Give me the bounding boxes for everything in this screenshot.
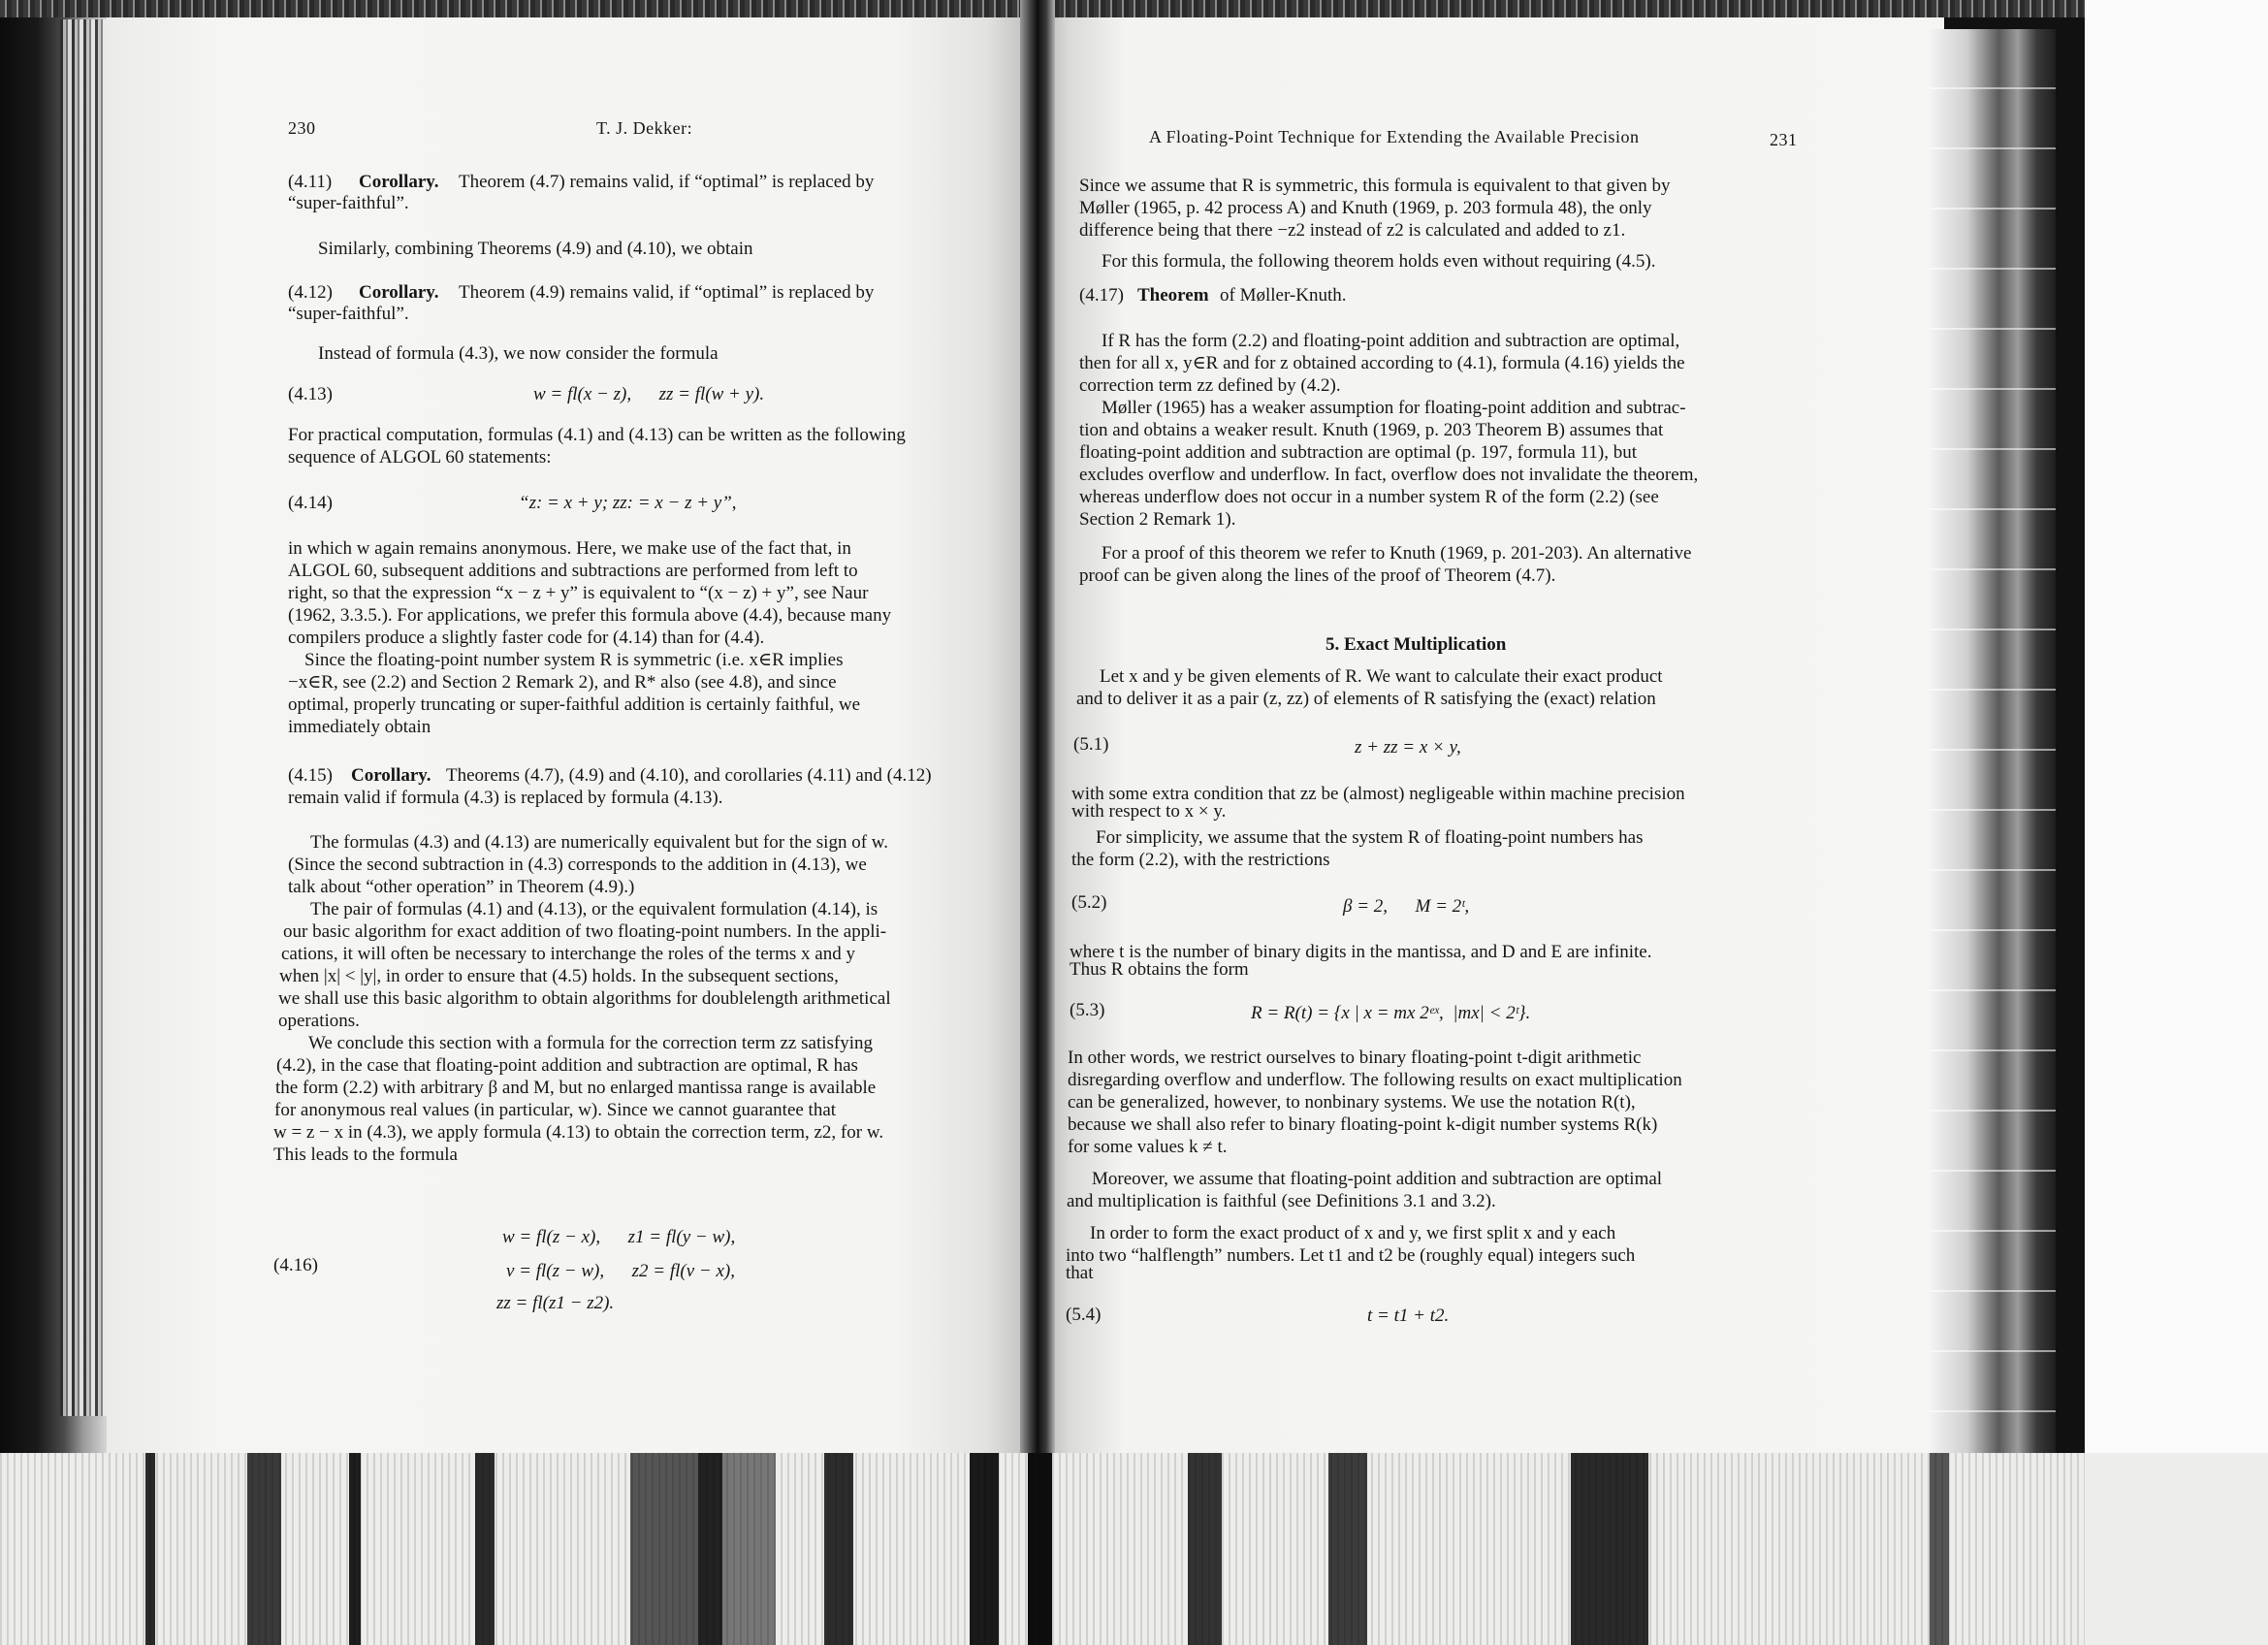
r-para-4-line-5: whereas underflow does not occur in a number system R of the form (2.2) (see [1079, 487, 1659, 507]
r-para-5-line-2: proof can be given along the lines of the proof of Theorem (4.7). [1079, 565, 1556, 586]
equation-4-13: w = fl(x − z), zz = fl(w + y). [533, 384, 765, 404]
instead-line: Instead of formula (4.3), we now consider the formula [318, 343, 719, 364]
r-para-8-line-1: For simplicity, we assume that the system R of floating-point numbers has [1096, 827, 1644, 848]
corollary-4-15-line-2: remain valid if formula (4.3) is replaced by formula (4.13). [288, 788, 723, 808]
r-para-10-line-5: for some values k ≠ t. [1068, 1137, 1228, 1157]
para-5-line-6: This leads to the formula [273, 1145, 458, 1165]
corollary-4-11-label: Corollary. [359, 172, 439, 192]
corollary-4-12-number: (4.12) [288, 282, 333, 303]
r-para-3-line-2: then for all x, y∈R and for z obtained according to (4.1), formula (4.16) yields the [1079, 353, 1685, 373]
r-para-7-line-1: with some extra condition that zz be (almost) negligeable within machine precision [1071, 784, 1685, 804]
book-gutter [1020, 0, 1055, 1645]
r-para-9-line-2: Thus R obtains the form [1070, 959, 1249, 980]
r-para-3-line-1: If R has the form (2.2) and floating-point addition and subtraction are optimal, [1102, 331, 1680, 351]
practical-line-2: sequence of ALGOL 60 statements: [288, 447, 552, 468]
section-5-heading: 5. Exact Multiplication [1326, 634, 1507, 655]
para-4-line-3: cations, it will often be necessary to interchange the roles of the terms x and y [281, 944, 855, 964]
corollary-4-15-line-1: Theorems (4.7), (4.9) and (4.10), and corollaries (4.11) and (4.12) [446, 765, 932, 786]
r-para-1-line-2: Møller (1965, p. 42 process A) and Knuth (1969, p. 203 formula 48), the only [1079, 198, 1652, 218]
equation-5-3: R = R(t) = {x | x = mx 2ᵉˣ, |mx| < 2ᵗ}. [1251, 1003, 1531, 1023]
equation-5-3-number: (5.3) [1070, 1000, 1105, 1020]
para-3-line-3: talk about “other operation” in Theorem (4.9).) [288, 877, 635, 897]
corollary-4-11-line-2: “super-faithful”. [288, 193, 409, 213]
equation-4-13-number: (4.13) [288, 384, 333, 404]
equation-4-16-line-1: w = fl(z − x), z1 = fl(y − w), [502, 1227, 736, 1247]
para-1-line-4: (1962, 3.3.5.). For applications, we prefer this formula above (4.4), because many [288, 605, 892, 626]
equation-5-4: t = t1 + t2. [1367, 1306, 1450, 1326]
equation-4-16-line-2: v = fl(z − w), z2 = fl(v − x), [506, 1261, 735, 1281]
para-1-line-3: right, so that the expression “x − z + y” is equivalent to “(x − z) + y”, see Naur [288, 583, 869, 603]
theorem-4-17-number: (4.17) [1079, 285, 1124, 306]
equation-5-4-number: (5.4) [1066, 1305, 1102, 1325]
left-running-head: T. J. Dekker: [596, 118, 693, 138]
r-para-6-line-1: Let x and y be given elements of R. We want to calculate their exact product [1100, 666, 1663, 687]
para-5-line-2: (4.2), in the case that floating-point addition and subtraction are optimal, R has [276, 1055, 858, 1076]
para-5-line-5: w = z − x in (4.3), we apply formula (4.13) to obtain the correction term, z2, for w. [273, 1122, 884, 1143]
para-2-line-1: Since the floating-point number system R is symmetric (i.e. x∈R implies [304, 650, 844, 670]
r-para-4-line-3: floating-point addition and subtraction are optimal (p. 197, formula 11), but [1079, 442, 1637, 463]
scan-bottom-edge [0, 1453, 2268, 1645]
equation-4-16-number: (4.16) [273, 1255, 318, 1275]
r-para-4-line-6: Section 2 Remark 1). [1079, 509, 1236, 530]
para-4-line-2: our basic algorithm for exact addition of two floating-point numbers. In the appli- [283, 921, 887, 942]
r-para-1-line-1: Since we assume that R is symmetric, this formula is equivalent to that given by [1079, 176, 1671, 196]
corollary-4-15-label: Corollary. [351, 765, 431, 786]
r-para-4-line-4: excludes overflow and underflow. In fact, overflow does not invalidate the theorem, [1079, 465, 1699, 485]
r-para-5-line-1: For a proof of this theorem we refer to Knuth (1969, p. 201-203). An alternative [1102, 543, 1692, 564]
r-para-3-line-3: correction term zz defined by (4.2). [1079, 375, 1341, 396]
para-1-line-2: ALGOL 60, subsequent additions and subtractions are performed from left to [288, 561, 858, 581]
practical-line-1: For practical computation, formulas (4.1) and (4.13) can be written as the following [288, 425, 906, 445]
r-para-11-line-2: and multiplication is faithful (see Definitions 3.1 and 3.2). [1067, 1191, 1496, 1211]
corollary-4-12-line-2: “super-faithful”. [288, 304, 409, 324]
page-stack-shadow [0, 1453, 2085, 1645]
corollary-4-15-number: (4.15) [288, 765, 333, 786]
corollary-4-12-label: Corollary. [359, 282, 439, 303]
para-3-line-2: (Since the second subtraction in (4.3) corresponds to the addition in (4.13), we [288, 855, 867, 875]
left-page-number: 230 [288, 118, 316, 138]
para-2-line-3: optimal, properly truncating or super-faithful addition is certainly faithful, we [288, 694, 861, 715]
r-para-12-line-1: In order to form the exact product of x and y, we first split x and y each [1090, 1223, 1616, 1243]
r-para-10-line-4: because we shall also refer to binary floating-point k-digit number systems R(k) [1068, 1114, 1658, 1135]
equation-4-16-line-3: zz = fl(z1 − z2). [496, 1293, 615, 1313]
para-1-line-1: in which w again remains anonymous. Here, we make use of the fact that, in [288, 538, 851, 559]
r-para-2-line-1: For this formula, the following theorem holds even without requiring (4.5). [1102, 251, 1656, 272]
r-para-1-line-3: difference being that there −z2 instead of z2 is calculated and added to z1. [1079, 220, 1626, 241]
equation-5-1-number: (5.1) [1073, 734, 1109, 755]
book-edge-right [1930, 29, 2056, 1455]
para-5-line-3: the form (2.2) with arbitrary β and M, but no enlarged mantissa range is available [275, 1078, 877, 1098]
para-2-line-2: −x∈R, see (2.2) and Section 2 Remark 2), and R* also (see 4.8), and since [288, 672, 837, 693]
right-page-number: 231 [1770, 130, 1798, 149]
para-3-line-1: The formulas (4.3) and (4.13) are numerically equivalent but for the sign of w. [310, 832, 889, 853]
corollary-4-11-line-1: Theorem (4.7) remains valid, if “optimal” is replaced by [459, 172, 875, 192]
r-para-6-line-2: and to deliver it as a pair (z, zz) of elements of R satisfying the (exact) relation [1076, 689, 1656, 709]
para-5-line-1: We conclude this section with a formula for the correction term zz satisfying [308, 1033, 873, 1053]
r-para-10-line-3: can be generalized, however, to nonbinary systems. We use the notation R(t), [1068, 1092, 1636, 1113]
equation-5-1: z + zz = x × y, [1355, 737, 1461, 758]
corollary-4-11-number: (4.11) [288, 172, 333, 192]
r-para-4-line-2: tion and obtains a weaker result. Knuth (1969, p. 203 Theorem B) assumes that [1079, 420, 1664, 440]
para-4-line-6: operations. [278, 1011, 360, 1031]
para-2-line-4: immediately obtain [288, 717, 431, 737]
right-running-head: A Floating-Point Technique for Extending the Available Precision [1149, 127, 1640, 146]
r-para-12-line-3: that [1066, 1263, 1094, 1283]
similarly-line: Similarly, combining Theorems (4.9) and (4.10), we obtain [318, 239, 753, 259]
r-para-7-line-2: with respect to x × y. [1071, 801, 1227, 822]
scan-right-margin [2085, 0, 2268, 1645]
equation-5-2: β = 2, M = 2ᵗ, [1343, 896, 1470, 917]
para-5-line-4: for anonymous real values (in particular, w). Since we cannot guarantee that [274, 1100, 837, 1120]
r-para-9-line-1: where t is the number of binary digits in the mantissa, and D and E are infinite. [1070, 942, 1652, 962]
para-4-line-4: when |x| < |y|, in order to ensure that (4.5) holds. In the subsequent sections, [279, 966, 839, 986]
theorem-4-17-title: of Møller-Knuth. [1220, 285, 1347, 306]
r-para-11-line-1: Moreover, we assume that floating-point addition and subtraction are optimal [1092, 1169, 1663, 1189]
r-para-12-line-2: into two “halflength” numbers. Let t1 and t2 be (roughly equal) integers such [1066, 1245, 1636, 1266]
equation-5-2-number: (5.2) [1071, 892, 1107, 913]
equation-4-14: “z: = x + y; zz: = x − z + y”, [519, 493, 737, 513]
para-4-line-5: we shall use this basic algorithm to obtain algorithms for doublelength arithmetical [278, 988, 891, 1009]
r-para-10-line-1: In other words, we restrict ourselves to binary floating-point t-digit arithmetic [1068, 1048, 1642, 1068]
r-para-4-line-1: Møller (1965) has a weaker assumption for floating-point addition and subtrac- [1102, 398, 1686, 418]
theorem-4-17-label: Theorem [1137, 285, 1209, 306]
para-1-line-5: compilers produce a slightly faster code for (4.14) than for (4.4). [288, 628, 765, 648]
equation-4-14-number: (4.14) [288, 493, 333, 513]
r-para-10-line-2: disregarding overflow and underflow. The following results on exact multiplication [1068, 1070, 1682, 1090]
para-4-line-1: The pair of formulas (4.1) and (4.13), or the equivalent formulation (4.14), is [310, 899, 878, 919]
corollary-4-12-line-1: Theorem (4.9) remains valid, if “optimal” is replaced by [459, 282, 875, 303]
r-para-8-line-2: the form (2.2), with the restrictions [1071, 850, 1330, 870]
